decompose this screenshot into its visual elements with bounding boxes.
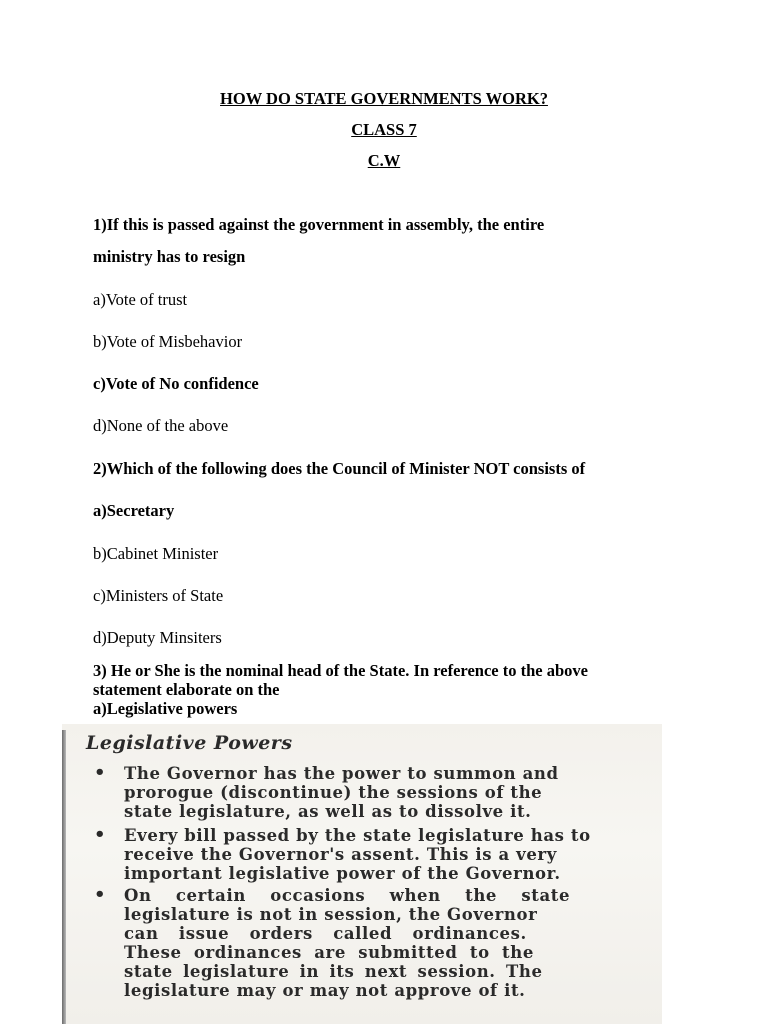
question-2-text: 2)Which of the following does the Council of Minister NOT consists of	[93, 459, 586, 478]
bullet-icon: •	[94, 884, 106, 905]
question-1-option-c-answer: c)Vote of No confidence	[93, 374, 259, 393]
question-3-text-line-1: 3) He or She is the nominal head of the State. In reference to the above	[93, 661, 588, 680]
class-label: CLASS 7	[351, 120, 417, 139]
question-2-option-c: c)Ministers of State	[93, 586, 224, 605]
scan-point-1-line-1: The Governor has the power to summon and	[124, 764, 559, 783]
scan-page-edge	[62, 730, 66, 1024]
question-3-text-line-2: statement elaborate on the	[93, 680, 280, 699]
worksheet-title: HOW DO STATE GOVERNMENTS WORK?	[220, 89, 548, 108]
scan-point-3-line-1: On certain occasions when the state	[124, 886, 571, 905]
question-1-option-a: a)Vote of trust	[93, 290, 188, 309]
scan-point-3-line-3: can issue orders called ordinances.	[124, 924, 527, 943]
scan-point-3-line-2: legislature is not in session, the Governor	[124, 905, 538, 924]
scan-point-3-line-5: state legislature in its next session. The	[124, 962, 543, 981]
question-1-option-b: b)Vote of Misbehavior	[93, 332, 243, 351]
question-2-option-a-answer: a)Secretary	[93, 501, 175, 520]
question-1-text-line-2: ministry has to resign	[93, 247, 246, 266]
question-3-block	[93, 661, 693, 718]
question-1-text-line-1: 1)If this is passed against the government in assembly, the entire	[93, 215, 545, 234]
cw-label: C.W	[367, 151, 401, 170]
question-1-option-d: d)None of the above	[93, 416, 229, 435]
scan-point-1-line-2: prorogue (discontinue) the sessions of the	[124, 783, 543, 802]
question-3-subpart-a: a)Legislative powers	[93, 699, 238, 718]
question-2-option-d: d)Deputy Minsiters	[93, 628, 222, 647]
textbook-scan-image	[62, 724, 662, 1024]
scan-point-2-line-2: receive the Governor's assent. This is a very	[124, 845, 557, 864]
scan-point-2-line-1: Every bill passed by the state legislature has to	[124, 826, 591, 845]
scan-point-1-line-3: state legislature, as well as to dissolve it.	[124, 802, 532, 821]
question-2-option-b: b)Cabinet Minister	[93, 544, 219, 563]
scan-point-3-line-6: legislature may or may not approve of it.	[124, 981, 526, 1000]
bullet-icon: •	[94, 762, 106, 783]
bullet-icon: •	[94, 824, 106, 845]
scan-point-2-line-3: important legislative power of the Governor.	[124, 864, 561, 883]
scan-heading: Legislative Powers	[86, 732, 293, 754]
scan-point-3-line-4: These ordinances are submitted to the	[124, 943, 534, 962]
